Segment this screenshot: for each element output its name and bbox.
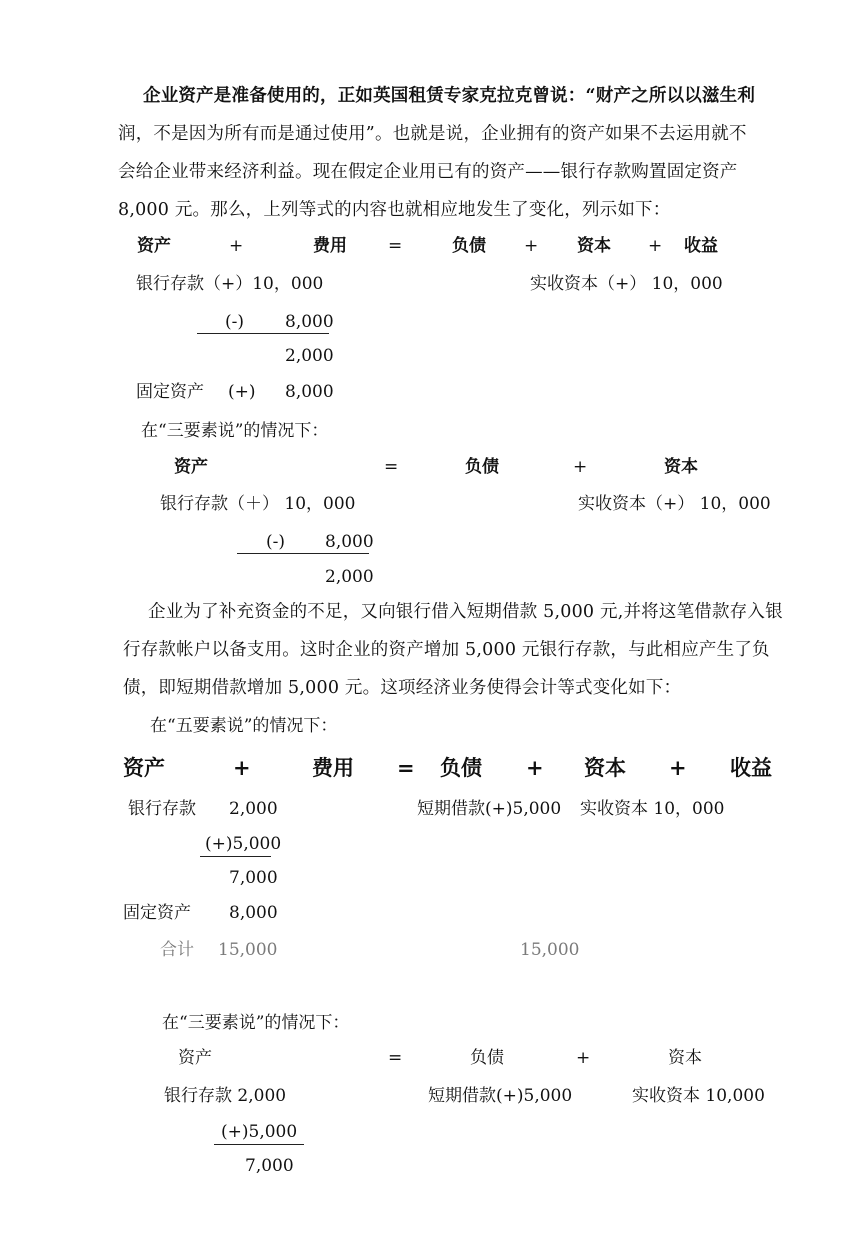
eq2-equals: = xyxy=(384,457,399,477)
eq1-minus-amount: 8,000 xyxy=(285,312,334,332)
eq2-bank-deposit: 银行存款（＋） 10，000 xyxy=(160,494,356,514)
eq3-paid-in-capital: 实收资本 10，000 xyxy=(580,799,725,819)
eq3-total-left: 15,000 xyxy=(218,940,278,960)
eq1-asset: 资产 xyxy=(137,236,171,256)
eq3-asset: 资产 xyxy=(123,755,165,780)
eq3-expense: 费用 xyxy=(312,755,354,780)
eq3-equals: = xyxy=(397,755,415,780)
intro-line-1: 企业资产是准备使用的，正如英国租赁专家克拉克曾说：“财产之所以以滋生利 xyxy=(143,86,756,106)
eq2-subtotal-rule xyxy=(237,553,369,554)
eq3-short-loan: 短期借款(+)5,000 xyxy=(417,799,562,819)
eq4-short-loan: 短期借款(+)5,000 xyxy=(428,1086,573,1106)
eq2-paid-in-capital: 实收资本（+） 10，000 xyxy=(578,494,771,514)
eq1-capital: 资本 xyxy=(577,236,611,256)
three-element-heading-2: 在“三要素说”的情况下： xyxy=(162,1013,350,1033)
eq1-plus-2: + xyxy=(524,236,539,256)
eq3-plus-2: + xyxy=(526,755,544,780)
eq1-revenue: 收益 xyxy=(684,236,718,256)
eq3-subtotal: 7,000 xyxy=(229,868,278,888)
eq3-add-amount: (+)5,000 xyxy=(205,834,282,854)
eq1-fixed-amount: 8,000 xyxy=(285,382,334,402)
intro-line-3: 会给企业带来经济利益。现在假定企业用已有的资产——银行存款购置固定资产 xyxy=(118,162,738,182)
para2-line-2: 行存款帐户以备支用。这时企业的资产增加 5,000 元银行存款，与此相应产生了负 xyxy=(123,640,770,660)
eq1-liability: 负债 xyxy=(452,236,486,256)
eq2-capital: 资本 xyxy=(664,457,698,477)
eq4-plus: + xyxy=(576,1048,591,1068)
eq3-capital: 资本 xyxy=(584,755,626,780)
eq1-equals: = xyxy=(388,236,403,256)
eq3-fixed-label: 固定资产 xyxy=(123,903,191,923)
eq1-paid-in-capital: 实收资本（+） 10，000 xyxy=(530,274,723,294)
eq4-subtotal: 7,000 xyxy=(245,1156,294,1176)
eq2-minus-label: (-) xyxy=(266,532,286,552)
eq3-liability: 负债 xyxy=(440,755,482,780)
eq3-total-right: 15,000 xyxy=(520,940,580,960)
eq2-subtotal: 2,000 xyxy=(325,567,374,587)
para2-line-3: 债，即短期借款增加 5,000 元。这项经济业务使得会计等式变化如下： xyxy=(123,678,682,698)
eq2-asset: 资产 xyxy=(174,457,208,477)
intro-line-4: 8,000 元。那么，上列等式的内容也就相应地发生了变化，列示如下： xyxy=(118,200,671,220)
eq3-total-label: 合计 xyxy=(160,940,194,960)
eq4-bank-deposit: 银行存款 2,000 xyxy=(164,1086,287,1106)
eq1-subtotal-rule xyxy=(197,333,329,334)
eq2-liability: 负债 xyxy=(465,457,499,477)
eq1-plus-1: + xyxy=(229,236,244,256)
eq3-revenue: 收益 xyxy=(730,755,772,780)
eq2-plus: + xyxy=(573,457,588,477)
eq1-fixed-plus: (+) xyxy=(228,382,256,402)
eq4-liability: 负债 xyxy=(470,1048,504,1068)
eq1-expense: 费用 xyxy=(313,236,347,256)
eq3-fixed-amount: 8,000 xyxy=(229,903,278,923)
eq4-capital: 资本 xyxy=(668,1048,702,1068)
eq1-subtotal: 2,000 xyxy=(285,346,334,366)
eq4-subtotal-rule xyxy=(214,1144,304,1145)
eq4-paid-in-capital: 实收资本 10,000 xyxy=(632,1086,765,1106)
eq3-plus-3: + xyxy=(669,755,687,780)
eq4-equals: = xyxy=(388,1048,403,1068)
eq4-asset: 资产 xyxy=(178,1048,212,1068)
intro-line-2: 润，不是因为所有而是通过使用”。也就是说，企业拥有的资产如果不去运用就不 xyxy=(118,124,747,144)
para2-line-1: 企业为了补充资金的不足，又向银行借入短期借款 5,000 元,并将这笔借款存入银 xyxy=(148,602,783,622)
three-element-heading-1: 在“三要素说”的情况下： xyxy=(141,421,329,441)
five-element-heading: 在“五要素说”的情况下： xyxy=(150,716,338,736)
eq1-plus-3: + xyxy=(648,236,663,256)
eq3-subtotal-rule xyxy=(200,856,271,857)
eq2-minus-amount: 8,000 xyxy=(325,532,374,552)
eq1-bank-deposit: 银行存款（+）10，000 xyxy=(136,274,324,294)
eq3-bank-label: 银行存款 xyxy=(128,799,196,819)
eq3-bank-amount: 2,000 xyxy=(229,799,278,819)
eq1-fixed-assets: 固定资产 xyxy=(136,382,204,402)
eq1-minus-label: (-) xyxy=(225,312,245,332)
eq4-add-amount: (+)5,000 xyxy=(221,1122,298,1142)
eq3-plus-1: + xyxy=(233,755,251,780)
